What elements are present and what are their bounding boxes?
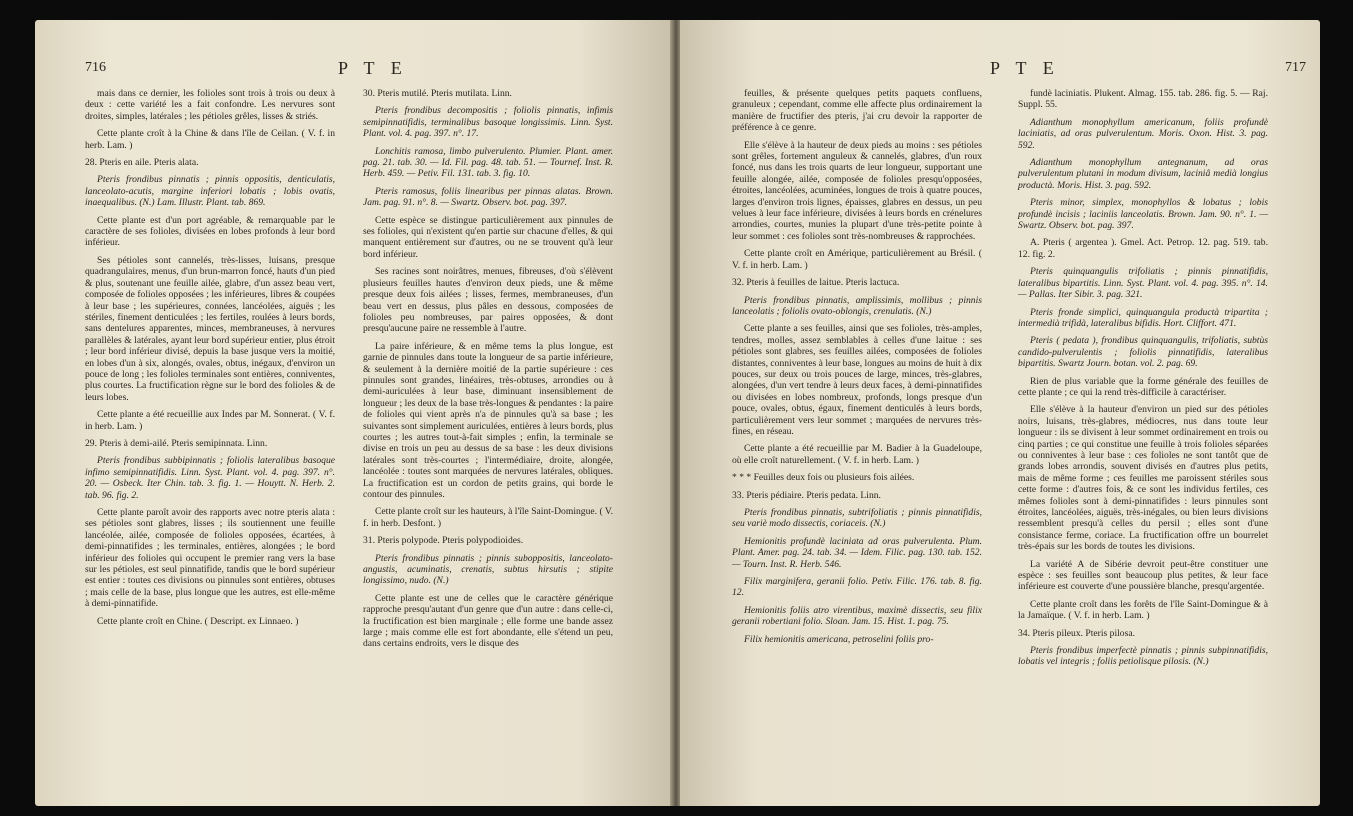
paragraph: Ses pétioles sont cannelés, très-lisses, luisans, presque quadrangulaires, menus, d'un brun-marron foncé, hauts d'un pied & plus, soutenant une feuille ailée, glabre, d'un assez beau vert, composée de folioles opposées ; les inférieures, libres & coupées à leur base ; les supérieures, connées, lancéolées, aiguës ; les stériles, finement denticulées ; les fertiles, roulées à leurs bords, sans dentelures apparentes, minces, membraneuses, à nervures parallèles & latérales, ayant leur bord supérieur entier, plus étroit ; leur bord inférieur divisé, depuis la base jusque vers la moitié, en lobes d'un à six, alongés, ovales, obtus, inégaux, d'environ un pouce de long ; les folioles terminales sont entières, conniventes, plus courtes. La fructification règne sur le bord des folioles & de leurs lobes.	[85, 254, 335, 403]
paragraph: Pteris frondibus pinnatis, subtrifoliatis ; pinnis pinnatifidis, seu variè modo dissectis, coriaceis. (N.)	[732, 507, 982, 530]
paragraph: La variété A de Sibérie devroit peut-être constituer une espèce : ses feuilles sont beaucoup plus petites, & leur face inférieure est couverte d'une poussière blanche, presqu'argentée.	[1018, 558, 1268, 593]
paragraph: Cette plante paroît avoir des rapports avec notre pteris alata : ses pétioles sont glabres, lisses ; ils soutiennent une feuille lancéolée, ailée, composée de folioles opposées, écartées, à demi-pinnatifides ; les terminales, entières, alongées ; le bord inférieur des folioles qui occupent le premier rang vers la base sur les pétioles, est seul pinnatifide, tandis que le bord supérieur est entier : toutes ces divisions ou pinnules sont entières, obtuses ; mais celle de la base, plus longue que les autres, est elle-même à demi-pinnatifide.	[85, 507, 335, 610]
right-running-head: P T E	[990, 58, 1060, 78]
paragraph: 34. Pteris pileux. Pteris pilosa.	[1018, 627, 1135, 639]
paragraph: Cette plante est d'un port agréable, & remarquable par le caractère de ses folioles, divisées en lobes profonds à leur bord inférieur.	[85, 214, 335, 249]
paragraph: 29. Pteris à demi-ailé. Pteris semipinnata. Linn.	[85, 437, 268, 449]
right-column-1	[732, 88, 982, 651]
paragraph: Cette plante croît en Chine. ( Descript. ex Linnaeo. )	[97, 615, 299, 627]
paragraph: 31. Pteris polypode. Pteris polypodioides.	[363, 535, 524, 547]
right-page	[680, 20, 1320, 806]
paragraph: Cette plante croît sur les hauteurs, à l'île Saint-Domingue. ( V. f. in herb. Desfont. )	[363, 506, 613, 529]
paragraph: Pteris frondibus imperfectè pinnatis ; pinnis subpinnatifidis, lobatis vel integris ; foliis petiolisque pilosis. (N.)	[1018, 645, 1268, 668]
paragraph: Pteris frondibus subbipinnatis ; foliolis lateralibus basoque infimo semipinnatifidis. Linn. Syst. Plant. vol. 4. pag. 397. n°. 20. — Osbeck. Iter Chin. tab. 3. fig. 1. — Houytt. N. Herb. 2. tab. 96. fig. 2.	[85, 455, 335, 501]
paragraph: Filix hemionitis americana, petroselini foliis pro-	[744, 633, 934, 645]
paragraph: Elle s'élève à la hauteur d'environ un pied sur des pétioles noirs, luisans, très-glabres, médiocres, nus dans toute leur longueur : ils se divisent à leur sommet ordinairement en trois ou cinq parties ; ce qui constitue une feuille à trois folioles séparées ou conniventes à leur base : ces folioles ne sont tantôt que de grands lobes arrondis, souvent divisés en d'autres plus petits, mais de même forme ; ces feuilles me paroissent stériles sous cette forme : d'autres fois, & ce sont les individus fertiles, ces mêmes folioles sont à demi-pinnatifides : leurs pinnules sont étroites, lancéolées, aiguës, très-inégales, ou bien leurs divisions ressemblent presqu'à celles du persil ; elles sont d'une consistance ferme, coriace. La fructification offre un bourrelet très-épais sur les bords de toutes les divisions.	[1018, 404, 1268, 553]
paragraph: Ses racines sont noirâtres, menues, fibreuses, d'où s'élèvent plusieurs feuilles hautes d'environ deux pieds, une & même presque deux fois ailées ; lisses, fermes, membraneuses, d'un beau vert en dessus, plus pâles en dessous, composées de folioles peu nombreuses, par paires opposées, & dont presqu'aucune paire ne ressemble à l'autre.	[363, 266, 613, 335]
paragraph: Pteris frondibus pinnatis, amplissimis, mollibus ; pinnis lanceolatis ; foliolis ovato-oblongis, crenulatis. (N.)	[732, 294, 982, 317]
right-page-number: 717	[1285, 60, 1306, 75]
paragraph: Cette plante croît en Amérique, particulièrement au Brésil. ( V. f. in herb. Lam. )	[732, 248, 982, 271]
paragraph: Cette plante croît dans les forêts de l'île Saint-Domingue & à la Jamaïque. ( V. f. in herb. Lam. )	[1018, 598, 1268, 622]
paragraph: Pteris frondibus decompositis ; foliolis pinnatis, infimis semipinnatifidis, terminalibus basoque longissimis. Linn. Syst. Plant. vol. 4. pag. 397. n°. 17.	[363, 105, 613, 140]
paragraph: 32. Pteris à feuilles de laitue. Pteris lactuca.	[732, 277, 900, 289]
left-page-number: 716	[85, 60, 106, 75]
paragraph: Pteris frondibus pinnatis ; pinnis suboppositis, lanceolato-angustis, acuminatis, crenatis, subtus hirsutis ; stipite longissimo, nudo. (N.)	[363, 552, 613, 587]
paragraph: Cette plante a ses feuilles, ainsi que ses folioles, très-amples, tendres, molles, assez semblables à celles d'une laitue : ses pétioles sont glabres, ses feuilles ailées, composées de folioles distantes, conniventes à leur base, longues au moins de huit à dix pouces, sur deux ou trois pouces de large, minces, très-glabres, alongées, d'un vert tendre à leurs deux faces, à demi-pinnatifides ou divisées en lobes nombreux, profonds, longs presque d'un pouce, ovales, obtus, égaux, finement denticulés à leurs bords, particulièrement vers leur sommet ; marquées de nervures très-fines, en réseau.	[732, 323, 982, 437]
paragraph: * * * Feuilles deux fois ou plusieurs fois ailées.	[732, 472, 915, 484]
left-running-head: P T E	[338, 58, 408, 78]
paragraph: Hemionitis foliis atro virentibus, maximè dissectis, seu filix geranii robertiani folio. Sloan. Jam. 15. Hist. 1. pag. 75.	[732, 604, 982, 628]
paragraph: 28. Pteris en aile. Pteris alata.	[85, 157, 199, 169]
paragraph: 33. Pteris pédiaire. Pteris pedata. Linn.	[732, 489, 881, 501]
paragraph: Pteris minor, simplex, monophyllos & lobatus ; lobis profundè incisis ; laciniis lanceolatis. Brown. Jam. 90. n°. 1. — Swartz. Observ. bot. pag. 397.	[1018, 197, 1268, 232]
paragraph: Pteris quinquangulis trifoliatis ; pinnis pinnatifidis, lateralibus bipartitis. Linn. Syst. Plant. vol. 4. pag. 395. n°. 14. — Pallas. Iter Sibir. 3. pag. 321.	[1018, 266, 1268, 301]
paragraph: Cette plante a été recueillie par M. Badier à la Guadeloupe, où elle croît naturellement. ( V. f. in herb. Lam. )	[732, 443, 982, 466]
paragraph: Adianthum monophyllum antegnanum, ad oras pulverulentum plutani in modum divisum, laciniâ medià longius productà. Moris. Hist. 3. pag. 592.	[1018, 157, 1268, 191]
paragraph: Filix marginifera, geranii folio. Petiv. Filic. 176. tab. 8. fig. 12.	[732, 576, 982, 599]
paragraph: Cette plante a été recueillie aux Indes par M. Sonnerat. ( V. f. in herb. Lam. )	[85, 409, 335, 432]
paragraph: Cette plante est une de celles que le caractère générique rapproche presqu'autant d'un genre que d'un autre : dans celle-ci, la fructification est bien marginale ; elle forme une bande assez large ; mais comme elle est fort abondante, elle s'étend un peu, dans certains endroits, vers le disque des	[363, 592, 613, 650]
left-column-2	[363, 88, 613, 656]
paragraph: Pteris ( pedata ), frondibus quinquangulis, trifoliatis, subtùs candido-pulverulentis ; foliolis pinnatifidis, lateralibus bipartitis. Swartz Journ. botan. vol. 2. pag. 69.	[1018, 335, 1268, 370]
paragraph: Pteris ramosus, foliis linearibus per pinnas alatas. Brown. Jam. pag. 91. n°. 8. — Swartz. Observ. bot. pag. 397.	[363, 185, 613, 209]
paragraph: Cette plante croît à la Chine & dans l'île de Ceilan. ( V. f. in herb. Lam. )	[85, 128, 335, 151]
paragraph: fundè laciniatis. Plukent. Almag. 155. tab. 286. fig. 5. — Raj. Suppl. 55.	[1018, 88, 1268, 111]
paragraph: Rien de plus variable que la forme générale des feuilles de cette plante ; ce qui la rend très-difficile à caractériser.	[1018, 375, 1268, 398]
paragraph: Cette espèce se distingue particulièrement aux pinnules de ses folioles, qui n'existent qu'en partie sur chacune d'elles, & qui manquent entièrement sur d'autres, ou ne se trouvent qu'à leur bord inférieur.	[363, 214, 613, 260]
paragraph: La paire inférieure, & en même tems la plus longue, est garnie de pinnules dans toute la longueur de sa partie inférieure, & seulement à la dernière moitié de la partie supérieure : ces pinnules sont grandes, linéaires, très-obtuses, arrondies ou à demi-auriculées à leur base, diminuant insensiblement de longueur ; les deux de la base très-longues & pendantes : la paire de folioles qui vient après n'a de pinnules qu'à sa base ; les suivantes sont simplement auriculées, entières à leurs bords, plus courtes ; les autres tout-à-fait simples ; enfin, la terminale se divise en trois un peu au dessus de sa base : les deux divisions latérales sont très-courtes ; l'intermédiaire, droite, alongée, lancéolée : toutes sont marquées de nervures latérales, obliques. La fructification est un cordon de petits grains, qui borde le contour des pinnules.	[363, 340, 613, 500]
paragraph: Hemionitis profundè laciniata ad oras pulverulenta. Plum. Plant. Amer. pag. 24. tab. 34. — Idem. Filic. pag. 130. tab. 152. — Tourn. Inst. R. Herb. 546.	[732, 535, 982, 570]
left-column-1	[85, 88, 335, 633]
left-page	[35, 20, 672, 806]
paragraph: A. Pteris ( argentea ). Gmel. Act. Petrop. 12. pag. 519. tab. 12. fig. 2.	[1018, 237, 1268, 260]
paragraph: Elle s'élève à la hauteur de deux pieds au moins : ses pétioles sont grêles, fortement anguleux & cannelés, glabres, d'un roux foncé, nus dans les trois quarts de leur longueur, supportant une feuille alongée, ailée, composée de folioles presqu'opposées, étroites, lancéolées, acuminées, longues de trois à quatre pouces, larges d'environ trois lignes, épaisses, glabres en dessus, un peu velues à leur face inférieure, divisées à leurs bords en crénelures arrondies, courtes, munies la plupart d'une très-petite pointe à leur sommet : ces folioles sont très-nombreuses & rapprochées.	[732, 139, 982, 242]
paragraph: Adianthum monophyllum americanum, foliis profundè laciniatis, ad oras pulverulentum. Moris. Oxon. Hist. 3. pag. 592.	[1018, 116, 1268, 151]
paragraph: mais dans ce dernier, les folioles sont trois à trois ou deux à deux : cette variété les a fait confondre. Les nervures sont droites, simples, latérales ; les pétioles grêles, lisses & striés.	[85, 88, 335, 122]
paragraph: feuilles, & présente quelques petits paquets confluens, granuleux ; cependant, comme elle affecte plus ordinairement la manière de fructifier des pteris, j'ai cru devoir la rapporter de préférence à ce genre.	[732, 88, 982, 134]
paragraph: Lonchitis ramosa, limbo pulverulento. Plumier. Plant. amer. pag. 21. tab. 30. — Id. Fil. pag. 48. tab. 51. — Tournef. Inst. R. Herb. 459. — Petiv. Fil. 131. tab. 3. fig. 10.	[363, 145, 613, 180]
paragraph: Pteris fronde simplici, quinquangula productà tripartita ; intermedià trifidà, lateralibus bifidis. Hort. Cliffort. 471.	[1018, 306, 1268, 329]
right-column-2	[1018, 88, 1268, 674]
paragraph: Pteris frondibus pinnatis ; pinnis oppositis, denticulatis, lanceolato-acutis, margine inferiori lobatis ; lobis ovatis, inaequalibus. (N.) Lam. Illustr. Plant. tab. 869.	[85, 174, 335, 209]
paragraph: 30. Pteris mutilé. Pteris mutilata. Linn.	[363, 88, 512, 99]
